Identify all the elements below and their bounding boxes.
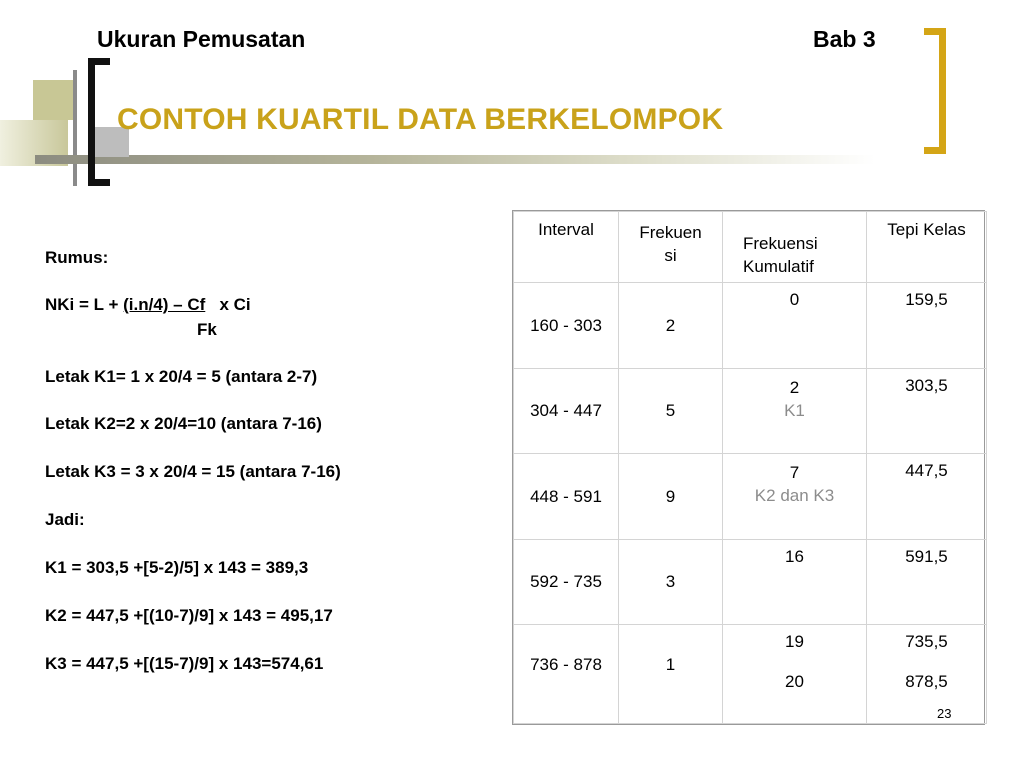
header-tepi-kelas: Tepi Kelas [867, 212, 987, 283]
page-number: 23 [937, 706, 952, 721]
cell-frekuensi: 9 [665, 486, 676, 506]
table-row [514, 454, 987, 540]
cell-kumulatif-note: K2 dan K3 [754, 486, 835, 505]
header-chapter: Bab 3 [813, 26, 876, 52]
cell-kumulatif: 16 [785, 547, 804, 566]
table-row [514, 540, 987, 625]
formula-nk [45, 295, 251, 315]
decor-left-bracket [88, 58, 110, 186]
header-interval: Interval [514, 212, 619, 283]
cell-kumulatif-extra: 20 [785, 672, 804, 691]
header-topic: Ukuran Pemusatan [97, 26, 306, 52]
slide-title: CONTOH KUARTIL DATA BERKELOMPOK [117, 103, 724, 136]
letak-k2: Letak K2=2 x 20/4=10 (antara 7-16) [45, 414, 322, 433]
result-k1: K1 = 303,5 +[5-2)/5] x 143 = 389,3 [45, 558, 309, 577]
cell-frekuensi: 1 [665, 655, 676, 674]
result-k3: K3 = 447,5 +[(15-7)/9] x 143=574,61 [45, 654, 324, 673]
cell-kumulatif-note: K1 [784, 401, 805, 420]
cell-frekuensi: 3 [665, 572, 676, 591]
cell-interval: 304 - 447 [530, 401, 602, 420]
cell-tepi-extra: 878,5 [905, 672, 948, 691]
table-row [514, 369, 987, 454]
table-row [514, 283, 987, 369]
decor-square-olive [33, 80, 73, 120]
cell-frekuensi: 5 [665, 401, 676, 420]
cell-interval: 736 - 878 [530, 655, 602, 674]
letak-k3: Letak K3 = 3 x 20/4 = 15 (antara 7-16) [45, 462, 341, 481]
formula-nk-suffix: x Ci [205, 295, 251, 314]
cell-frekuensi: 2 [665, 315, 676, 335]
cell-kumulatif: 19 [785, 632, 804, 651]
cell-kumulatif: 7 [789, 463, 800, 482]
table-header-row [514, 212, 987, 283]
cell-kumulatif: 2 [789, 378, 800, 397]
formula-nk-numerator: (i.n/4) – Cf [123, 295, 206, 314]
cell-tepi: 303,5 [905, 376, 948, 395]
formula-nk-denominator: Fk [197, 320, 217, 339]
cell-interval: 160 - 303 [530, 315, 602, 335]
cell-kumulatif: 0 [789, 290, 800, 309]
letak-k1: Letak K1= 1 x 20/4 = 5 (antara 2-7) [45, 367, 318, 386]
result-k2: K2 = 447,5 +[(10-7)/9] x 143 = 495,17 [45, 606, 333, 625]
cell-tepi: 447,5 [905, 461, 948, 480]
table-row [514, 625, 987, 724]
decor-right-bracket [924, 28, 946, 154]
cell-interval: 448 - 591 [530, 486, 602, 506]
cell-tepi: 735,5 [905, 632, 948, 651]
frequency-table [512, 210, 985, 725]
decor-vertical-line [73, 70, 77, 186]
header-frekuensi: Frekuen si [619, 212, 723, 283]
decor-horizontal-bar [35, 155, 875, 164]
jadi-label: Jadi: [45, 510, 85, 529]
formula-nk-prefix: NKi = L + [45, 295, 124, 314]
cell-tepi: 591,5 [905, 547, 948, 566]
cell-tepi: 159,5 [905, 290, 948, 309]
rumus-label: Rumus: [45, 248, 109, 267]
cell-interval: 592 - 735 [530, 572, 602, 591]
header-frekuensi-kumulatif: Frekuensi Kumulatif [723, 212, 867, 283]
